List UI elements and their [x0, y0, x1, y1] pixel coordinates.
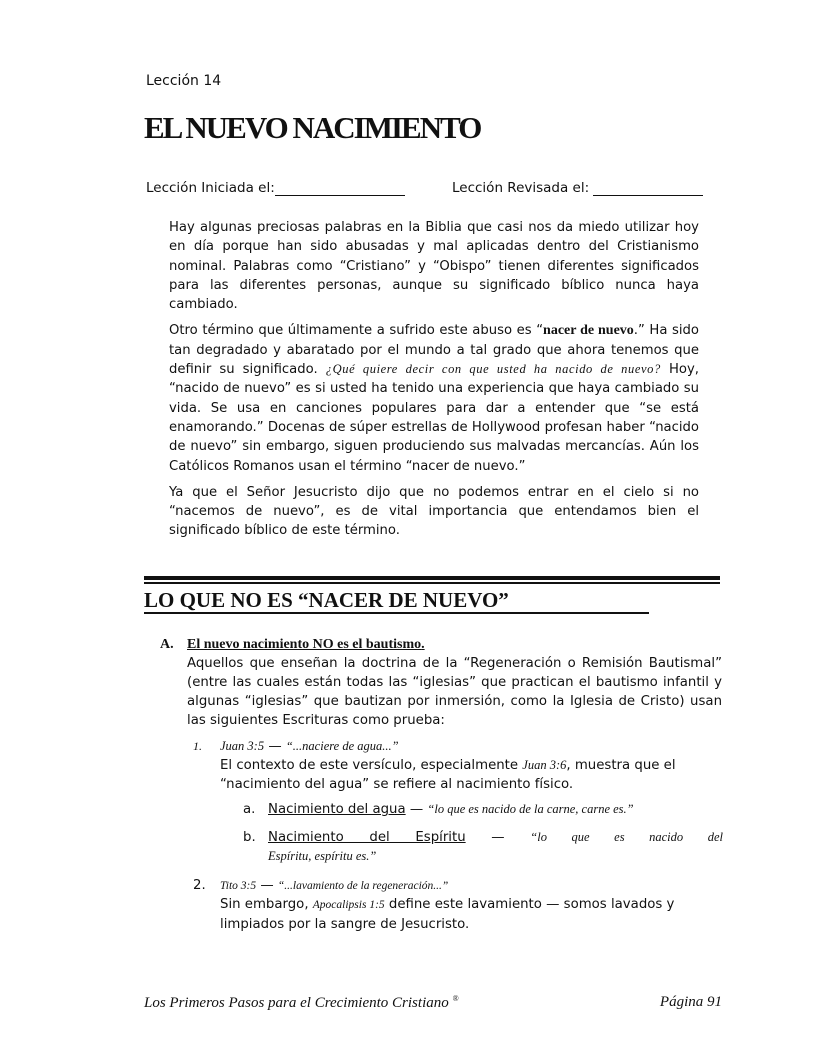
born-again-term: nacer de nuevo [543, 323, 634, 339]
scripture-ref: Apocalipsis 1:5 [312, 899, 385, 911]
section-heading-text: LO QUE NO ES “NACER DE NUEVO” [144, 588, 649, 614]
page-title: EL NUEVO NACIMIENTO [144, 110, 481, 145]
sub-item-2-body [220, 895, 710, 934]
body-part: , muestra que el “nacimiento del agua” se refiere al nacimiento físico. [220, 758, 676, 792]
section-divider-thin [144, 582, 720, 584]
started-label: Lección Iniciada el: [146, 180, 275, 196]
scripture-quote: “...lavamiento de la regeneración...” [277, 880, 449, 892]
sub-item-1b-quote-cont: Espíritu, espíritu es.” [268, 849, 377, 863]
scripture-ref: Juan 3:5 [220, 739, 265, 753]
section-heading [144, 588, 720, 614]
sub-item-2-number: 2. [193, 878, 206, 893]
sub-item-1a-letter: a. [243, 802, 256, 817]
body-part: Sin embargo, [220, 897, 313, 912]
footer-page-number: Página 91 [659, 994, 722, 1010]
sub-item-1b-letter: b. [243, 830, 256, 845]
book-title: Los Primeros Pasos para el Crecimiento Cristiano [144, 995, 449, 1011]
sub-item-1b-content [268, 828, 723, 847]
dash: — [405, 802, 428, 817]
revised-blank[interactable] [593, 181, 703, 196]
started-date-field [146, 180, 405, 196]
dash: — [264, 739, 286, 754]
scripture-ref: Tito 3:5 [220, 880, 257, 892]
sub-item-1-body [220, 756, 700, 794]
intro-question: ¿Qué quiere decir con que usted ha nacido de nuevo? [325, 362, 661, 377]
dash: — [256, 878, 278, 893]
item-a-body: Aquellos que enseñan la doctrina de la “Regeneración o Remisión Bautismal” (entre las cuales están todas las “iglesias” que practican el bautismo infantil y algunas “iglesias” que bautizan por inmersión, como la Iglesia de Cristo) usan las siguientes Escrituras como prueba: [187, 656, 722, 728]
started-blank[interactable] [275, 181, 405, 196]
scripture-quote: “lo que es nacido del [530, 830, 723, 844]
body-part: define este lavamiento — somos lavados y limpiados por la sangre de Jesucristo. [220, 897, 675, 932]
intro-text [169, 218, 699, 548]
intro-p2-part: .” Ha sido tan degradado y abaratado por el mundo a tal grado que ahora tenemos que definir su significado. [169, 323, 699, 378]
item-a-letter: A. [160, 637, 174, 652]
scripture-quote: “...naciere de agua...” [285, 739, 399, 753]
lesson-number: Lección 14 [146, 73, 222, 89]
revised-date-field [452, 180, 703, 196]
sub-item-1b-label: Nacimiento del Espíritu [268, 830, 466, 845]
scripture-quote: “lo que es nacido de la carne, carne es.” [427, 802, 634, 816]
sub-item-1-reference [220, 737, 399, 756]
sub-item-1-number: 1. [193, 739, 202, 753]
item-a-heading [187, 635, 425, 654]
intro-paragraph-2 [169, 321, 699, 475]
scripture-ref: Juan 3:6 [522, 758, 567, 772]
section-divider-thick [144, 576, 720, 580]
intro-p2-part: Hoy, “nacido de nuevo” es si usted ha tenido una experiencia que haya cambiado su vida. Se usa en canciones populares para dar a entender que “se está enamorando.” Docenas de súper estrellas de Hollywood profesan haber “nacido de nuevo” sin embargo, siguen produciendo sus malvadas mercancías. Aún los Católicos Romanos usan el término “nacer de nuevo.” [169, 362, 699, 474]
revised-label: Lección Revisada el: [452, 180, 590, 196]
item-a-heading-end: . [421, 637, 425, 652]
footer-book-title [144, 994, 459, 1012]
sub-item-1a-label: Nacimiento del agua [268, 802, 406, 817]
registered-mark: ® [452, 994, 459, 1003]
intro-paragraph-1: Hay algunas preciosas palabras en la Biblia que casi nos da miedo utilizar hoy en día porque han sido abusadas y mal aplicadas dentro del Cristianismo nominal. Palabras como “Cristiano” y “Obispo” tienen diferentes significados para las diferentes personas, aunque su significado bíblico nunca haya cambiado. [169, 220, 699, 313]
item-a-heading-text: El nuevo nacimiento NO es el bautismo [187, 637, 422, 652]
intro-p2-part: Otro término que últimamente a sufrido este abuso es “ [169, 323, 544, 339]
dash: — [465, 830, 531, 845]
intro-paragraph-3: Ya que el Señor Jesucristo dijo que no podemos entrar en el cielo si no “nacemos de nuevo”, es de vital importancia que entendamos bien el significado bíblico de este término. [169, 484, 699, 539]
body-part: El contexto de este versículo, especialmente [220, 758, 523, 773]
sub-item-2-reference [220, 876, 448, 896]
sub-item-1a-content [268, 800, 723, 819]
